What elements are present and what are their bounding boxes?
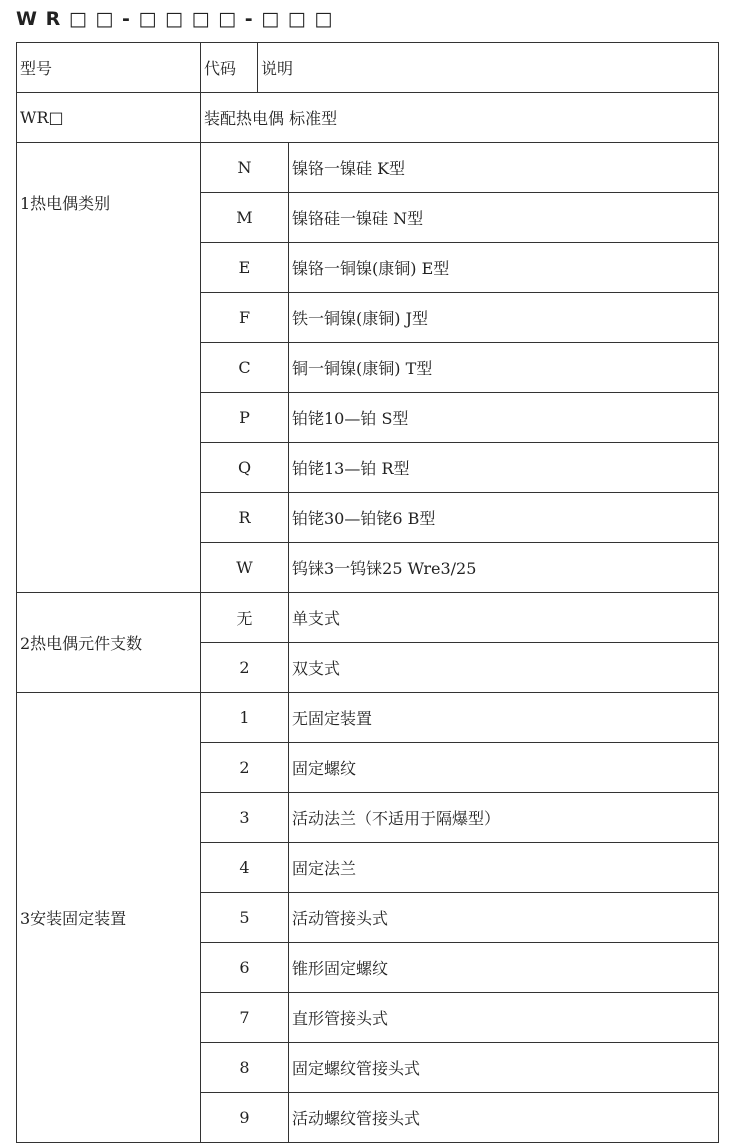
- code-cell: Q: [201, 443, 289, 493]
- desc-cell: 铂铑30—铂铑6 B型: [289, 493, 719, 543]
- desc-cell: 钨铼3一钨铼25 Wre3/25: [289, 543, 719, 593]
- desc-cell: 镍铬硅一镍硅 N型: [289, 193, 719, 243]
- code-cell: 无: [201, 593, 289, 643]
- desc-cell: 镍铬一镍硅 K型: [289, 143, 719, 193]
- code-cell: W: [201, 543, 289, 593]
- code-cell: 9: [201, 1093, 289, 1143]
- code-cell: P: [201, 393, 289, 443]
- header-row: [17, 43, 719, 93]
- code-cell: 6: [201, 943, 289, 993]
- desc-cell: 铜一铜镍(康铜) T型: [289, 343, 719, 393]
- code-cell: M: [201, 193, 289, 243]
- code-cell: 2: [201, 743, 289, 793]
- code-cell: E: [201, 243, 289, 293]
- model-row: [17, 93, 719, 143]
- page-title: W R □ □ - □ □ □ □ - □ □ □: [16, 8, 334, 30]
- model-code-table: [16, 42, 719, 1143]
- code-cell: 3: [201, 793, 289, 843]
- desc-cell: 固定螺纹: [289, 743, 719, 793]
- code-cell: N: [201, 143, 289, 193]
- desc-cell: 活动法兰（不适用于隔爆型）: [289, 793, 719, 843]
- desc-cell: 活动螺纹管接头式: [289, 1093, 719, 1143]
- desc-cell: 铂铑10—铂 S型: [289, 393, 719, 443]
- group-label: 1热电偶类别: [17, 143, 201, 593]
- model-desc: 装配热电偶 标准型: [201, 93, 719, 143]
- group-label: 2热电偶元件支数: [17, 593, 201, 693]
- code-cell: 5: [201, 893, 289, 943]
- code-cell: 8: [201, 1043, 289, 1093]
- desc-cell: 活动管接头式: [289, 893, 719, 943]
- code-cell: F: [201, 293, 289, 343]
- desc-cell: 铂铑13—铂 R型: [289, 443, 719, 493]
- code-cell: 1: [201, 693, 289, 743]
- model-cell: WR□: [17, 93, 201, 143]
- header-desc: 说明: [258, 43, 719, 93]
- desc-cell: 单支式: [289, 593, 719, 643]
- desc-cell: 锥形固定螺纹: [289, 943, 719, 993]
- desc-cell: 镍铬一铜镍(康铜) E型: [289, 243, 719, 293]
- desc-cell: 固定螺纹管接头式: [289, 1043, 719, 1093]
- table-row: [17, 693, 719, 743]
- desc-cell: 双支式: [289, 643, 719, 693]
- header-code: 代码: [201, 43, 258, 93]
- code-cell: 7: [201, 993, 289, 1043]
- desc-cell: 无固定装置: [289, 693, 719, 743]
- group-label: 3安装固定装置: [17, 693, 201, 1143]
- header-model: 型号: [17, 43, 201, 93]
- code-cell: 4: [201, 843, 289, 893]
- table-row: [17, 143, 719, 193]
- desc-cell: 铁一铜镍(康铜) J型: [289, 293, 719, 343]
- code-cell: R: [201, 493, 289, 543]
- desc-cell: 直形管接头式: [289, 993, 719, 1043]
- table-row: [17, 593, 719, 643]
- code-cell: 2: [201, 643, 289, 693]
- code-cell: C: [201, 343, 289, 393]
- desc-cell: 固定法兰: [289, 843, 719, 893]
